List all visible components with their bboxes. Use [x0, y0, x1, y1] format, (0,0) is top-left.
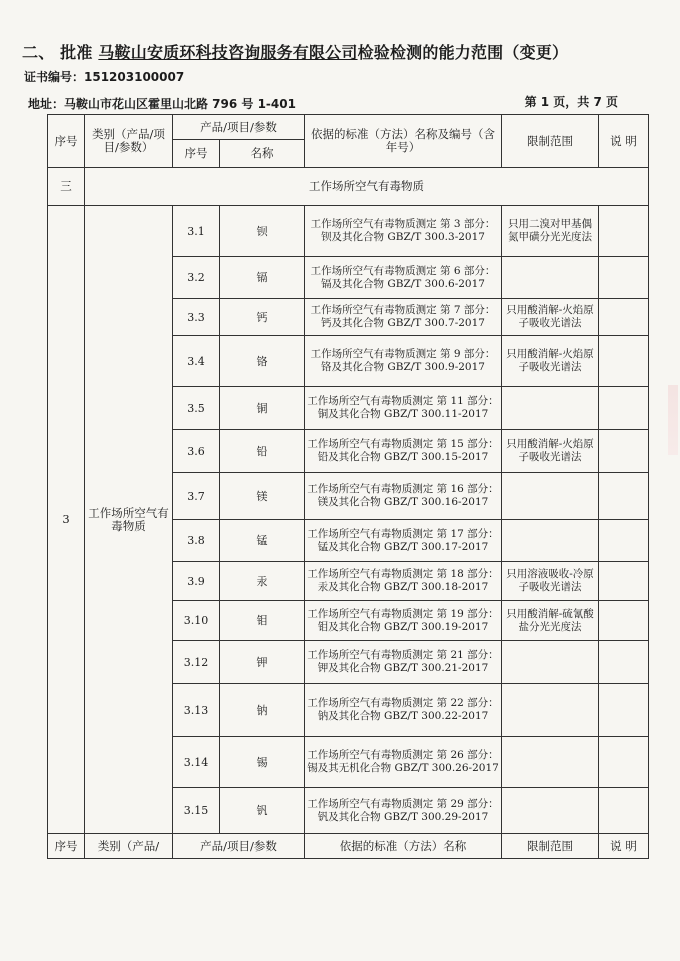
- stamp-edge-mark: [668, 385, 678, 455]
- row-standard: 工作场所空气有毒物质测定 第 26 部分：锡及其无机化合物 GBZ/T 300.26-2017: [305, 737, 502, 788]
- table-row: [48, 206, 649, 257]
- row-no: 3.2: [173, 257, 220, 299]
- col-header-note: 说 明: [599, 115, 649, 168]
- row-no: 3.15: [173, 788, 220, 834]
- row-no: 3.13: [173, 684, 220, 737]
- row-no: 3.9: [173, 562, 220, 601]
- row-limit: [502, 387, 599, 430]
- col-header-sub-seq: 序号: [173, 140, 220, 168]
- row-no: 3.7: [173, 473, 220, 520]
- row-note: [599, 737, 649, 788]
- row-standard: 工作场所空气有毒物质测定 第 16 部分：镁及其化合物 GBZ/T 300.16-2017: [305, 473, 502, 520]
- col-header-standard: 依据的标准（方法）名称及编号（含年号）: [305, 115, 502, 168]
- row-name: 锰: [220, 520, 305, 562]
- footer-col-seq: 序号: [48, 834, 85, 859]
- row-standard: 工作场所空气有毒物质测定 第 7 部分：钙及其化合物 GBZ/T 300.7-2017: [305, 299, 502, 336]
- row-no: 3.12: [173, 641, 220, 684]
- row-name: 钙: [220, 299, 305, 336]
- row-no: 3.14: [173, 737, 220, 788]
- row-note: [599, 684, 649, 737]
- row-limit: [502, 641, 599, 684]
- row-standard: 工作场所空气有毒物质测定 第 18 部分：汞及其化合物 GBZ/T 300.18-2017: [305, 562, 502, 601]
- row-name: 镁: [220, 473, 305, 520]
- row-standard: 工作场所空气有毒物质测定 第 9 部分：铬及其化合物 GBZ/T 300.9-2017: [305, 336, 502, 387]
- row-note: [599, 387, 649, 430]
- row-name: 钠: [220, 684, 305, 737]
- group-seq: 3: [48, 206, 85, 834]
- row-no: 3.4: [173, 336, 220, 387]
- section-row: [48, 168, 649, 206]
- row-standard: 工作场所空气有毒物质测定 第 19 部分：钼及其化合物 GBZ/T 300.19-2017: [305, 601, 502, 641]
- row-name: 钡: [220, 206, 305, 257]
- section-seq: 三: [48, 168, 85, 206]
- row-note: [599, 257, 649, 299]
- address: 地址：马鞍山市花山区霍里山北路 796 号 1-401: [28, 97, 296, 111]
- col-header-product: 产品/项目/参数: [173, 115, 305, 140]
- row-limit: [502, 788, 599, 834]
- group-category: 工作场所空气有毒物质: [85, 206, 173, 834]
- org-name: 马鞍山安质环科技咨询服务有限公司: [98, 43, 358, 62]
- row-limit: [502, 473, 599, 520]
- row-limit: [502, 520, 599, 562]
- row-limit: [502, 737, 599, 788]
- row-name: 镉: [220, 257, 305, 299]
- row-note: [599, 788, 649, 834]
- title-prefix: 二、 批准: [22, 43, 93, 62]
- footer-col-standard: 依据的标准（方法）名称: [305, 834, 502, 859]
- row-note: [599, 473, 649, 520]
- row-limit: 只用二溴对甲基偶氮甲磺分光光度法: [502, 206, 599, 257]
- row-no: 3.6: [173, 430, 220, 473]
- row-name: 铅: [220, 430, 305, 473]
- footer-header-row: [48, 834, 649, 859]
- row-no: 3.8: [173, 520, 220, 562]
- row-standard: 工作场所空气有毒物质测定 第 6 部分：镉及其化合物 GBZ/T 300.6-2017: [305, 257, 502, 299]
- row-standard: 工作场所空气有毒物质测定 第 15 部分：铅及其化合物 GBZ/T 300.15-2017: [305, 430, 502, 473]
- scope-table: [47, 114, 649, 859]
- row-name: 铬: [220, 336, 305, 387]
- col-header-seq: 序号: [48, 115, 85, 168]
- row-limit: 只用酸消解-火焰原子吸收光谱法: [502, 299, 599, 336]
- row-note: [599, 641, 649, 684]
- row-standard: 工作场所空气有毒物质测定 第 22 部分：钠及其化合物 GBZ/T 300.22-2017: [305, 684, 502, 737]
- col-header-name: 名称: [220, 140, 305, 168]
- row-note: [599, 299, 649, 336]
- row-limit: 只用溶液吸收-冷原子吸收光谱法: [502, 562, 599, 601]
- row-note: [599, 562, 649, 601]
- row-standard: 工作场所空气有毒物质测定 第 17 部分：锰及其化合物 GBZ/T 300.17-2017: [305, 520, 502, 562]
- row-name: 钒: [220, 788, 305, 834]
- certificate-number: 证书编号：151203100007: [24, 70, 185, 84]
- footer-col-category: 类别（产品/: [85, 834, 173, 859]
- col-header-category: 类别（产品/项目/参数）: [85, 115, 173, 168]
- footer-col-note: 说 明: [599, 834, 649, 859]
- row-no: 3.10: [173, 601, 220, 641]
- row-no: 3.3: [173, 299, 220, 336]
- row-limit: [502, 257, 599, 299]
- row-limit: 只用酸消解-硫氰酸盐分光光度法: [502, 601, 599, 641]
- row-name: 铜: [220, 387, 305, 430]
- row-name: 钼: [220, 601, 305, 641]
- footer-col-product: 产品/项目/参数: [173, 834, 305, 859]
- row-limit: [502, 684, 599, 737]
- row-name: 汞: [220, 562, 305, 601]
- row-note: [599, 520, 649, 562]
- row-note: [599, 336, 649, 387]
- row-standard: 工作场所空气有毒物质测定 第 21 部分：钾及其化合物 GBZ/T 300.21-2017: [305, 641, 502, 684]
- header-row: [48, 115, 649, 140]
- row-note: [599, 206, 649, 257]
- title-suffix: 检验检测的能力范围（变更）: [357, 43, 569, 62]
- section-title: 工作场所空气有毒物质: [85, 168, 649, 206]
- row-name: 锡: [220, 737, 305, 788]
- row-standard: 工作场所空气有毒物质测定 第 3 部分：钡及其化合物 GBZ/T 300.3-2017: [305, 206, 502, 257]
- row-no: 3.1: [173, 206, 220, 257]
- row-no: 3.5: [173, 387, 220, 430]
- row-standard: 工作场所空气有毒物质测定 第 11 部分：铜及其化合物 GBZ/T 300.11-2017: [305, 387, 502, 430]
- row-limit: 只用酸消解-火焰原子吸收光谱法: [502, 430, 599, 473]
- page-number: 第 1 页，共 7 页: [524, 95, 618, 109]
- row-standard: 工作场所空气有毒物质测定 第 29 部分：钒及其化合物 GBZ/T 300.29-2017: [305, 788, 502, 834]
- row-name: 钾: [220, 641, 305, 684]
- row-limit: 只用酸消解-火焰原子吸收光谱法: [502, 336, 599, 387]
- row-note: [599, 601, 649, 641]
- col-header-limit: 限制范围: [502, 115, 599, 168]
- page-title: [22, 40, 662, 63]
- footer-col-limit: 限制范围: [502, 834, 599, 859]
- row-note: [599, 430, 649, 473]
